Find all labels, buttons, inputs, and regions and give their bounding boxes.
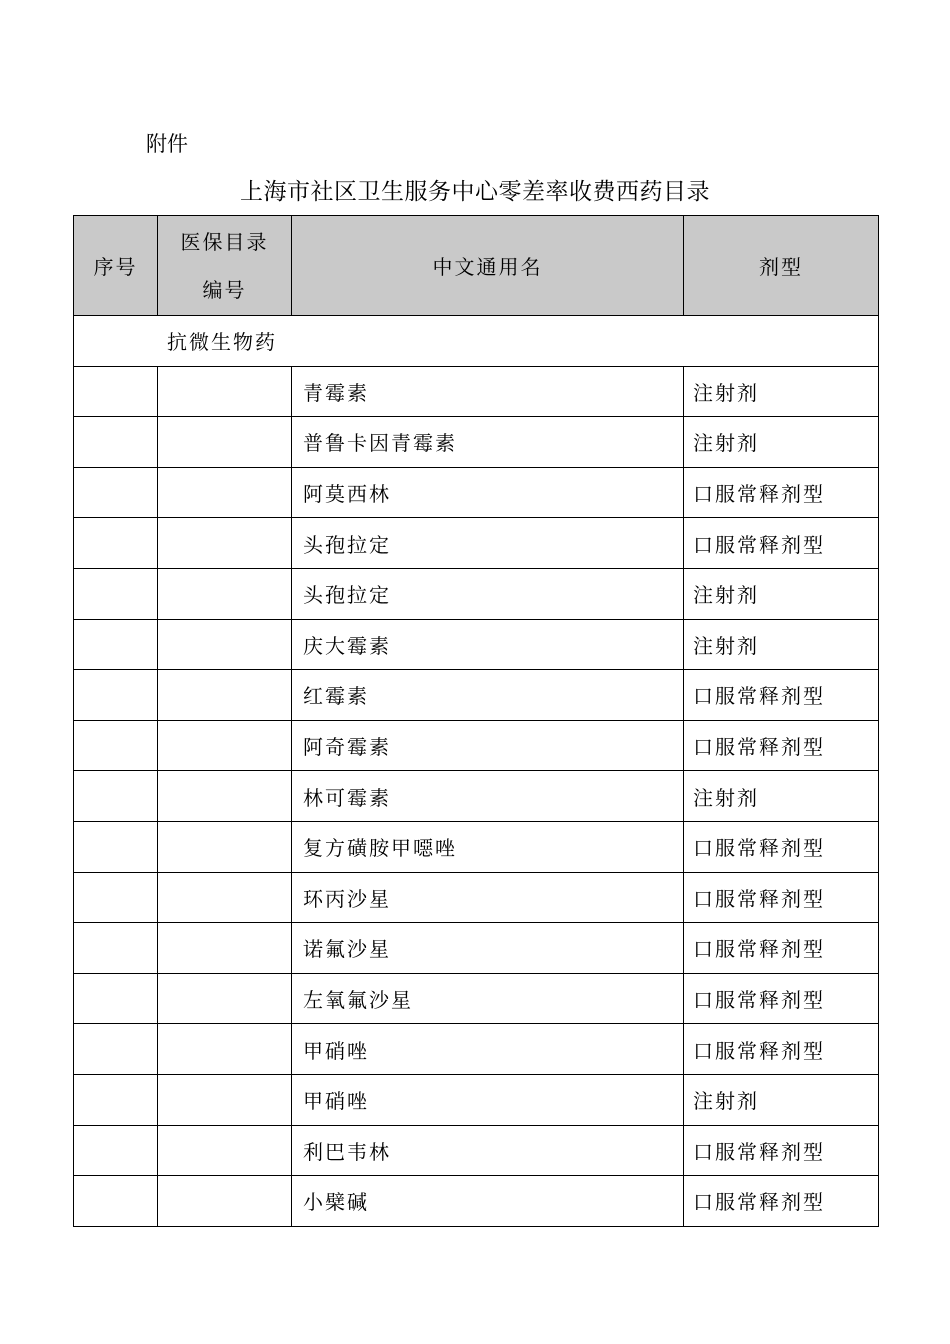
dosage-form-cell: 口服常释剂型 [684, 1024, 879, 1075]
category-row [74, 316, 879, 367]
drug-name-cell: 环丙沙星 [292, 872, 684, 923]
drug-name-cell: 诺氟沙星 [292, 923, 684, 974]
code-cell [158, 923, 292, 974]
table-row [74, 366, 879, 417]
dosage-form-cell: 注射剂 [684, 1074, 879, 1125]
table-row [74, 670, 879, 721]
dosage-form-cell: 口服常释剂型 [684, 670, 879, 721]
dosage-form-cell: 口服常释剂型 [684, 821, 879, 872]
seq-cell [74, 973, 158, 1024]
dosage-form-cell: 注射剂 [684, 771, 879, 822]
code-cell [158, 1024, 292, 1075]
code-cell [158, 720, 292, 771]
drug-table [73, 215, 879, 1227]
table-row [74, 1125, 879, 1176]
dosage-form-cell: 口服常释剂型 [684, 1125, 879, 1176]
seq-cell [74, 1024, 158, 1075]
drug-name-cell: 头孢拉定 [292, 518, 684, 569]
code-cell [158, 973, 292, 1024]
table-header-row [74, 216, 879, 316]
table-row [74, 872, 879, 923]
table-row [74, 1176, 879, 1227]
code-cell [158, 417, 292, 468]
table-row [74, 771, 879, 822]
seq-cell [74, 771, 158, 822]
code-cell [158, 518, 292, 569]
dosage-form-cell: 注射剂 [684, 366, 879, 417]
seq-cell [74, 1074, 158, 1125]
drug-name-cell: 红霉素 [292, 670, 684, 721]
category-label: 抗微生物药 [74, 316, 879, 367]
drug-name-cell: 庆大霉素 [292, 619, 684, 670]
code-cell [158, 366, 292, 417]
drug-name-cell: 甲硝唑 [292, 1074, 684, 1125]
seq-cell [74, 568, 158, 619]
code-cell [158, 1125, 292, 1176]
table-row [74, 720, 879, 771]
table-row [74, 1024, 879, 1075]
dosage-form-cell: 口服常释剂型 [684, 518, 879, 569]
table-row [74, 417, 879, 468]
dosage-form-cell: 口服常释剂型 [684, 923, 879, 974]
dosage-form-cell: 口服常释剂型 [684, 467, 879, 518]
code-cell [158, 821, 292, 872]
table-row [74, 619, 879, 670]
drug-name-cell: 阿奇霉素 [292, 720, 684, 771]
table-row [74, 923, 879, 974]
code-cell [158, 1176, 292, 1227]
header-seq: 序号 [74, 216, 158, 316]
dosage-form-cell: 口服常释剂型 [684, 973, 879, 1024]
seq-cell [74, 821, 158, 872]
dosage-form-cell: 口服常释剂型 [684, 872, 879, 923]
drug-name-cell: 利巴韦林 [292, 1125, 684, 1176]
drug-name-cell: 林可霉素 [292, 771, 684, 822]
attachment-label: 附件 [146, 132, 188, 156]
seq-cell [74, 720, 158, 771]
dosage-form-cell: 口服常释剂型 [684, 1176, 879, 1227]
seq-cell [74, 518, 158, 569]
code-cell [158, 670, 292, 721]
table-row [74, 568, 879, 619]
seq-cell [74, 872, 158, 923]
header-code-line2: 编号 [202, 277, 247, 302]
drug-name-cell: 普鲁卡因青霉素 [292, 417, 684, 468]
dosage-form-cell: 注射剂 [684, 619, 879, 670]
seq-cell [74, 1125, 158, 1176]
seq-cell [74, 467, 158, 518]
header-code [158, 216, 292, 316]
drug-name-cell: 头孢拉定 [292, 568, 684, 619]
code-cell [158, 467, 292, 518]
header-code-line1: 医保目录 [180, 229, 269, 254]
dosage-form-cell: 注射剂 [684, 417, 879, 468]
dosage-form-cell: 注射剂 [684, 568, 879, 619]
header-name: 中文通用名 [292, 216, 684, 316]
seq-cell [74, 366, 158, 417]
drug-name-cell: 复方磺胺甲噁唑 [292, 821, 684, 872]
table-row [74, 821, 879, 872]
document-title: 上海市社区卫生服务中心零差率收费西药目录 [240, 179, 710, 205]
code-cell [158, 872, 292, 923]
table-row [74, 973, 879, 1024]
dosage-form-cell: 口服常释剂型 [684, 720, 879, 771]
table-row [74, 518, 879, 569]
seq-cell [74, 619, 158, 670]
drug-name-cell: 小檗碱 [292, 1176, 684, 1227]
code-cell [158, 771, 292, 822]
drug-name-cell: 阿莫西林 [292, 467, 684, 518]
code-cell [158, 1074, 292, 1125]
drug-name-cell: 青霉素 [292, 366, 684, 417]
seq-cell [74, 923, 158, 974]
seq-cell [74, 670, 158, 721]
seq-cell [74, 417, 158, 468]
table-row [74, 467, 879, 518]
seq-cell [74, 1176, 158, 1227]
drug-name-cell: 甲硝唑 [292, 1024, 684, 1075]
code-cell [158, 568, 292, 619]
table-row [74, 1074, 879, 1125]
header-form: 剂型 [684, 216, 879, 316]
code-cell [158, 619, 292, 670]
drug-name-cell: 左氧氟沙星 [292, 973, 684, 1024]
